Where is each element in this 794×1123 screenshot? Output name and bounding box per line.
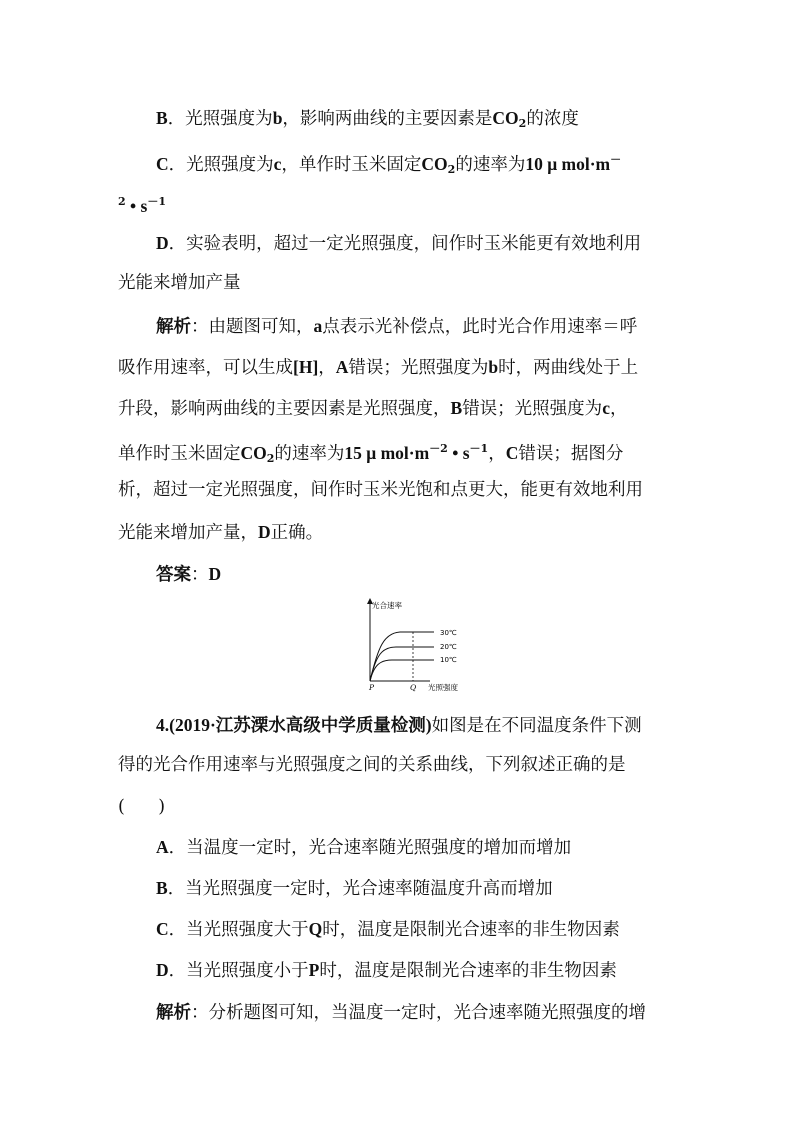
q3-answer: 答案：D: [156, 564, 222, 585]
y-axis-label: 光合速率: [372, 601, 402, 610]
q3-option-d-cont: 光能来增加产量: [118, 273, 241, 293]
q3-analysis-line1: 解析：由题图可知，a点表示光补偿点，此时光合作用速率＝呼: [156, 316, 638, 337]
q3-option-d: D．实验表明，超过一定光照强度，间作时玉米能更有效地利用: [156, 233, 642, 254]
label-10c: 10℃: [440, 656, 457, 664]
curve-20c: [370, 647, 434, 681]
q4-stem-line2: 得的光合作用速率与光照强度之间的关系曲线，下列叙述正确的是: [118, 755, 626, 775]
q3-analysis-line6: 光能来增加产量，D正确。: [118, 522, 324, 543]
q4-answer-blank: ( ): [118, 797, 166, 817]
q3-analysis-line5: 析，超过一定光照强度，间作时玉米光饱和点更大，能更有效地利用: [118, 480, 643, 500]
x-axis-label: 光照强度: [428, 683, 458, 692]
q3-option-b: B．光照强度为b，影响两曲线的主要因素是$CO_2$的浓度: [156, 108, 579, 130]
light-temperature-figure: [362, 597, 472, 693]
label-20c: 20℃: [440, 643, 457, 651]
q4-option-c: C．当光照强度大于Q时，温度是限制光合速率的非生物因素: [156, 919, 620, 940]
q4-option-a: A．当温度一定时，光合速率随光照强度的增加而增加: [156, 837, 572, 858]
q4-analysis-line1: 解析：分析题图可知，当温度一定时，光合速率随光照强度的增: [156, 1002, 646, 1023]
figure-svg: [362, 597, 472, 693]
q4-stem-line1: 4.(2019·江苏溧水高级中学质量检测)如图是在不同温度条件下测: [156, 715, 642, 736]
q3-analysis-line2: 吸作用速率，可以生成[H]，A错误；光照强度为b时，两曲线处于上: [118, 357, 639, 378]
q3-option-c: C．光照强度为c，单作时玉米固定$CO_2$的速率为10 μ mol·m－: [156, 153, 622, 176]
p-label: P: [369, 683, 375, 692]
curve-30c: [370, 632, 434, 681]
q4-option-b: B．当光照强度一定时，光合速率随温度升高而增加: [156, 878, 553, 899]
q-label: Q: [410, 683, 417, 692]
q3-option-c-cont: $^2$ • $s^{-1}$: [118, 195, 166, 216]
label-30c: 30℃: [440, 629, 457, 637]
q4-option-d: D．当光照强度小于P时，温度是限制光合速率的非生物因素: [156, 960, 617, 981]
q3-analysis-line3: 升段，影响两曲线的主要因素是光照强度，B错误；光照强度为c，: [118, 398, 628, 419]
q3-analysis-line4: 单作时玉米固定$CO_2$的速率为15 μ $mol\cdot m^{-2}$ • $s^{-1}$，C错误；据图分: [118, 442, 624, 465]
curve-10c: [370, 660, 434, 681]
